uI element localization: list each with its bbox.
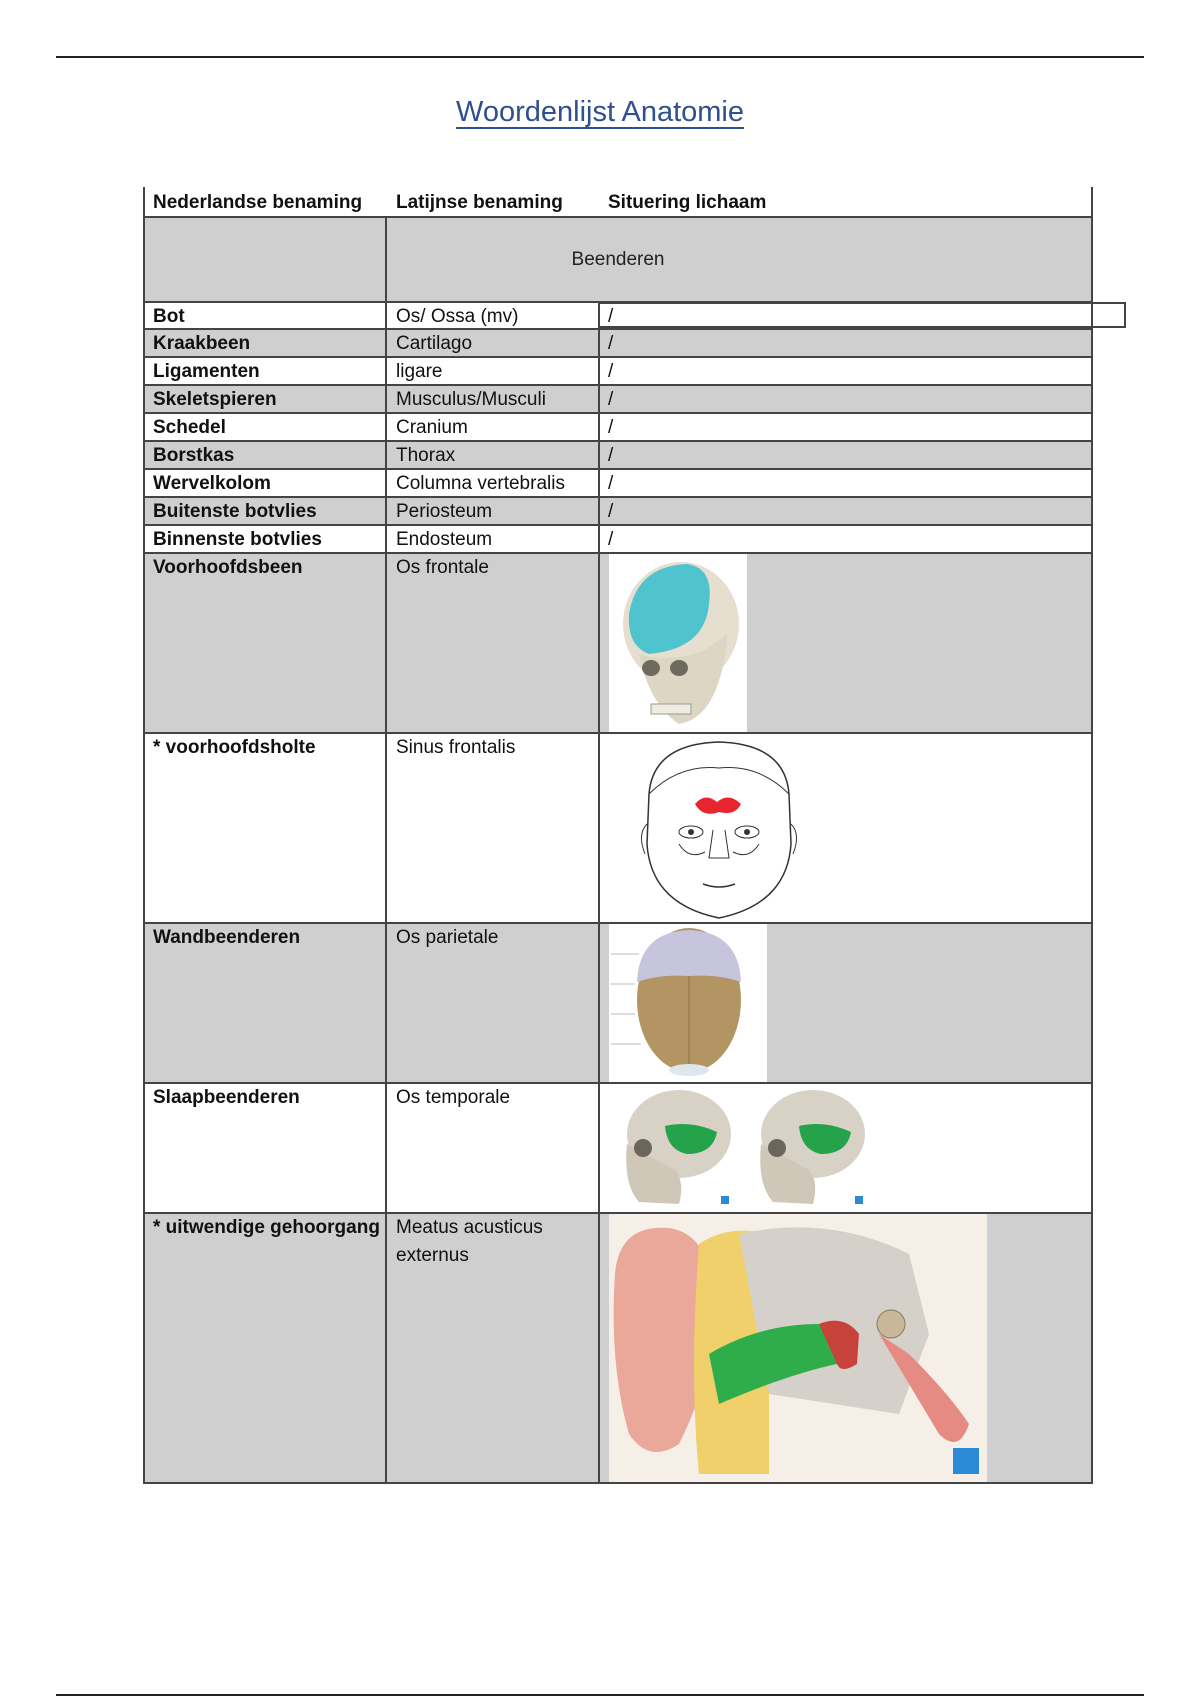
- cell-location: /: [608, 333, 614, 354]
- cell-dutch: * uitwendige gehoorgang: [153, 1217, 380, 1238]
- table-header-row: [143, 187, 1093, 217]
- cell-location: /: [608, 417, 614, 438]
- cell-dutch: Kraakbeen: [153, 333, 251, 354]
- cell-latin: Cranium: [396, 417, 468, 438]
- table-row: [143, 442, 1093, 468]
- skull-frontal-image: [609, 554, 747, 732]
- cell-latin: Os/ Ossa (mv): [396, 306, 519, 327]
- table-row: [143, 924, 1093, 1082]
- table-row: [143, 498, 1093, 524]
- table-row: [143, 330, 1093, 356]
- cell-latin: Musculus/Musculi: [396, 389, 546, 410]
- cell-dutch: Binnenste botvlies: [153, 529, 322, 550]
- ear-canal-image: [609, 1214, 987, 1482]
- table-row: [143, 1084, 1093, 1212]
- header-latin: Latijnse benaming: [396, 192, 563, 213]
- cell-latin: ligare: [396, 361, 443, 382]
- page-title: Woordenlijst Anatomie: [455, 96, 744, 128]
- table-row: [143, 414, 1093, 440]
- table-row: [143, 386, 1093, 412]
- cell-dutch: * voorhoofdsholte: [153, 737, 316, 758]
- cell-location: /: [608, 389, 614, 410]
- cell-location: /: [608, 473, 614, 494]
- cell-dutch: Schedel: [153, 417, 226, 438]
- row-overflow-box: [598, 302, 1126, 328]
- cell-location: /: [608, 529, 614, 550]
- cell-latin: Periosteum: [396, 501, 493, 522]
- cell-dutch: Skeletspieren: [153, 389, 277, 410]
- cell-latin: Columna vertebralis: [396, 473, 565, 494]
- section-label: Beenderen: [571, 249, 665, 270]
- table-row: [143, 470, 1093, 496]
- header-rule: [56, 56, 1144, 58]
- header-location: Situering lichaam: [608, 192, 767, 213]
- table-row: [143, 526, 1093, 552]
- cell-latin: Os frontale: [396, 557, 489, 578]
- face-sinus-image: [609, 734, 831, 922]
- header-dutch: Nederlandse benaming: [153, 192, 363, 213]
- cell-latin: Thorax: [396, 445, 456, 466]
- table-row: [143, 554, 1093, 732]
- section-row: [143, 217, 1093, 302]
- cell-location: /: [608, 306, 614, 327]
- cell-latin: Meatus acusticus externus: [396, 1217, 543, 1266]
- cell-dutch: Slaapbeenderen: [153, 1087, 300, 1108]
- cell-location: /: [608, 501, 614, 522]
- table-row: [143, 1214, 1093, 1482]
- cell-dutch: Voorhoofdsbeen: [153, 557, 303, 578]
- cell-latin: Os parietale: [396, 927, 499, 948]
- cell-latin: Os temporale: [396, 1087, 511, 1108]
- cell-location: /: [608, 445, 614, 466]
- cell-latin: Cartilago: [396, 333, 473, 354]
- cell-latin: Endosteum: [396, 529, 493, 550]
- footer-rule: [56, 1694, 1144, 1696]
- table-row: [143, 358, 1093, 384]
- cell-latin: Sinus frontalis: [396, 737, 516, 758]
- table-row: [143, 734, 1093, 922]
- skull-temporal-images: [609, 1084, 869, 1212]
- skull-top-image: [609, 924, 767, 1082]
- cell-dutch: Borstkas: [153, 445, 235, 466]
- cell-dutch: Wandbeenderen: [153, 927, 301, 948]
- cell-dutch: Wervelkolom: [153, 473, 271, 494]
- cell-location: /: [608, 361, 614, 382]
- cell-dutch: Ligamenten: [153, 361, 260, 382]
- cell-dutch: Buitenste botvlies: [153, 501, 317, 522]
- cell-dutch: Bot: [153, 306, 185, 327]
